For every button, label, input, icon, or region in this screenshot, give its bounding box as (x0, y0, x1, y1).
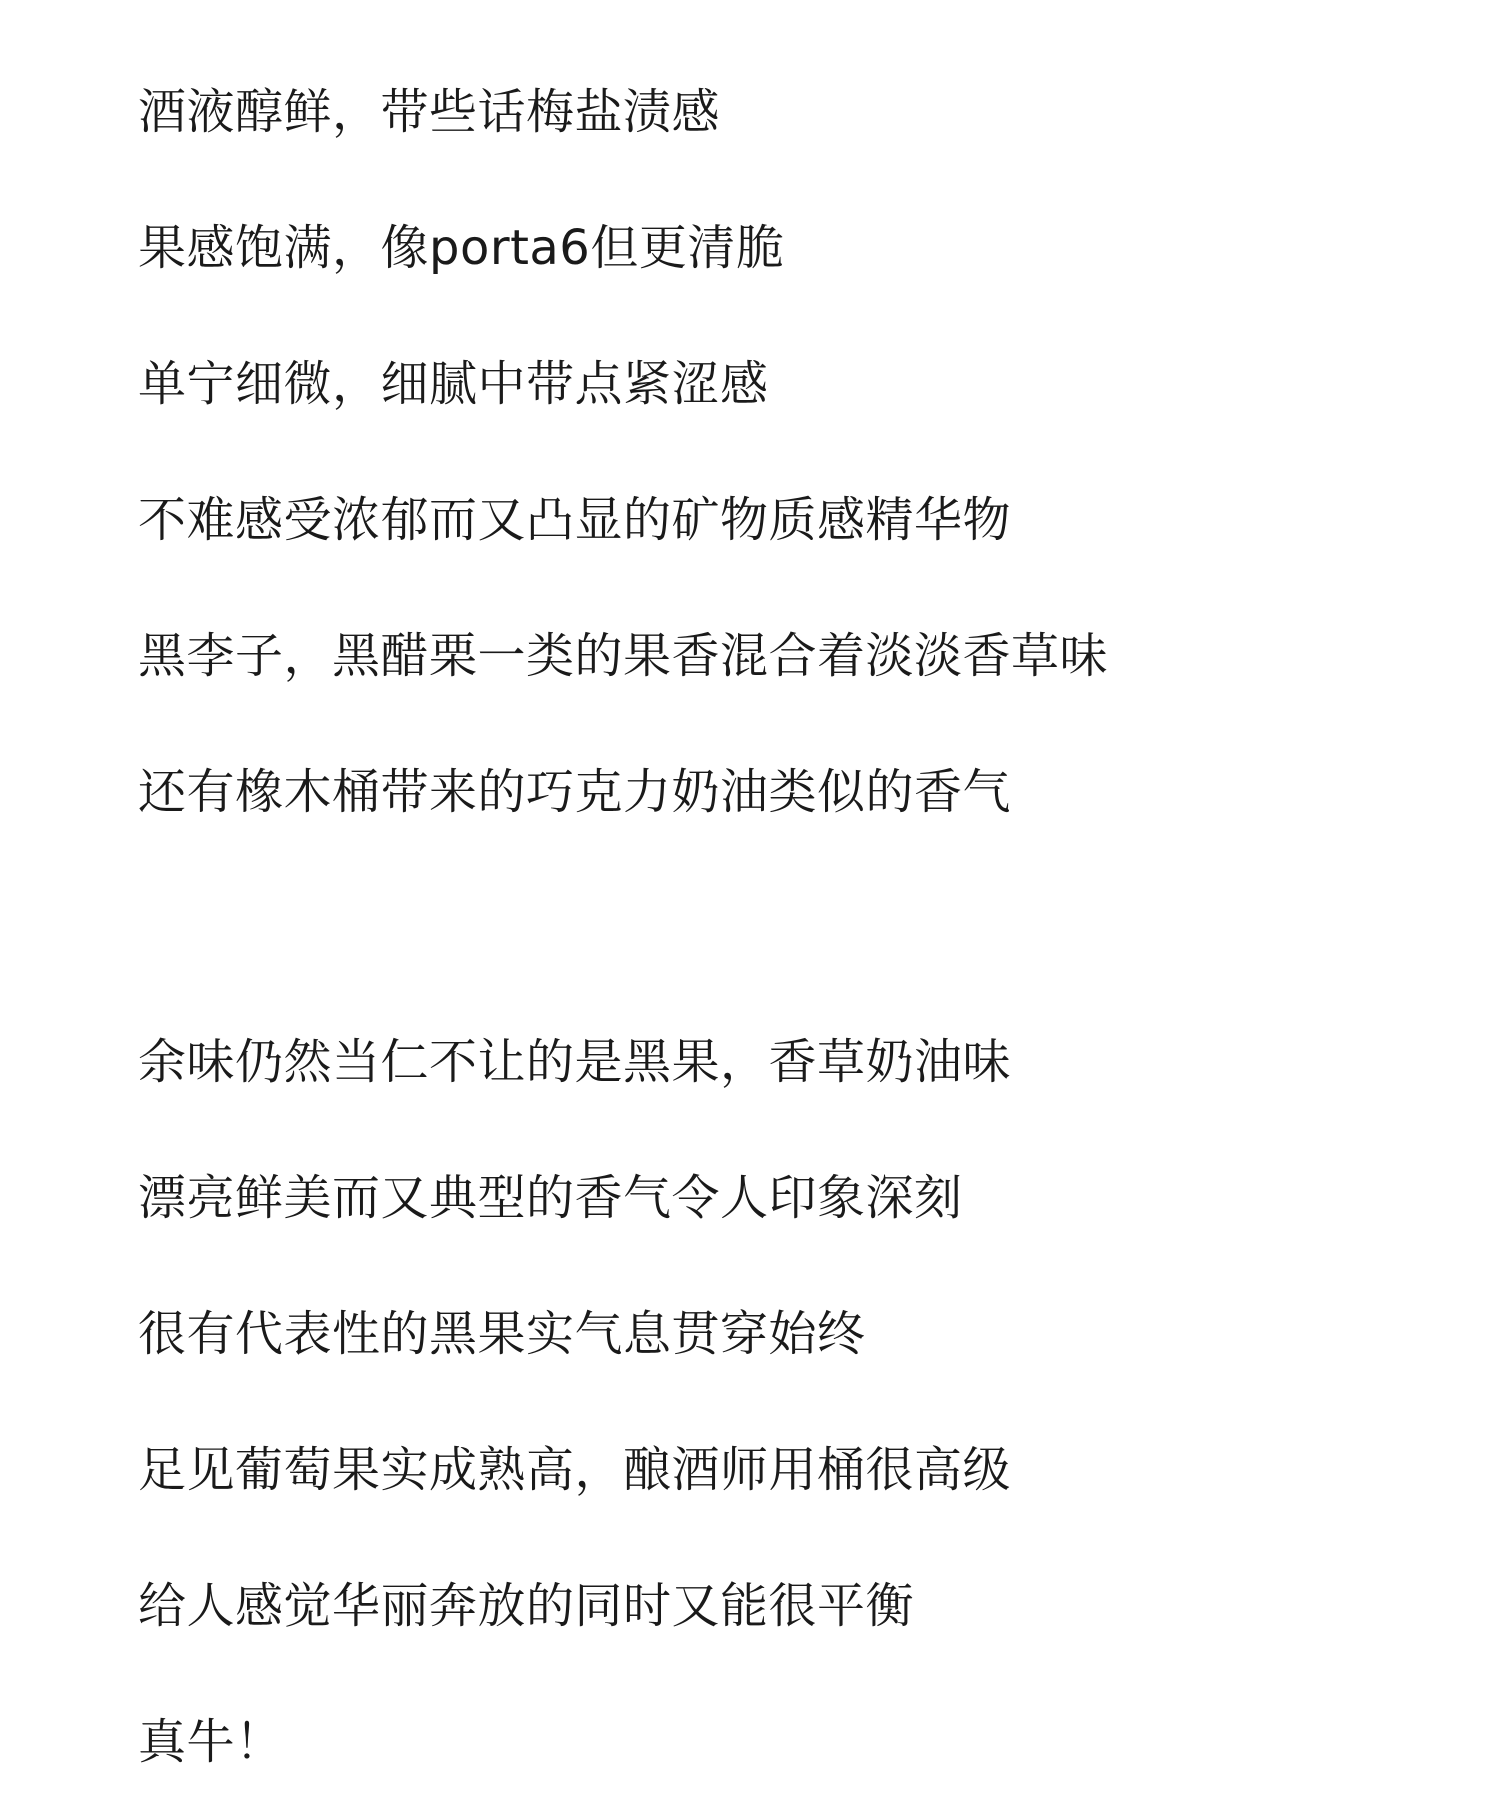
text-line: 余味仍然当仁不让的是黑果，香草奶油味 (138, 1034, 1012, 1090)
text-line: 足见葡萄果实成熟高，酿酒师用桶很高级 (138, 1442, 1012, 1498)
text-line: 单宁细微，细腻中带点紧涩感 (138, 356, 769, 412)
text-line: 真牛！ (138, 1714, 284, 1770)
text-line: 还有橡木桶带来的巧克力奶油类似的香气 (138, 764, 1012, 820)
text-line: 不难感受浓郁而又凸显的矿物质感精华物 (138, 492, 1012, 548)
text-line: 很有代表性的黑果实气息贯穿始终 (138, 1306, 866, 1362)
text-line: 黑李子，黑醋栗一类的果香混合着淡淡香草味 (138, 628, 1109, 684)
text-line: 果感饱满，像porta6但更清脆 (138, 220, 785, 276)
text-line: 给人感觉华丽奔放的同时又能很平衡 (138, 1578, 915, 1634)
text-line: 酒液醇鲜，带些话梅盐渍感 (138, 84, 721, 140)
cropped-text-line (138, 0, 778, 42)
text-line: 漂亮鲜美而又典型的香气令人印象深刻 (138, 1170, 963, 1226)
